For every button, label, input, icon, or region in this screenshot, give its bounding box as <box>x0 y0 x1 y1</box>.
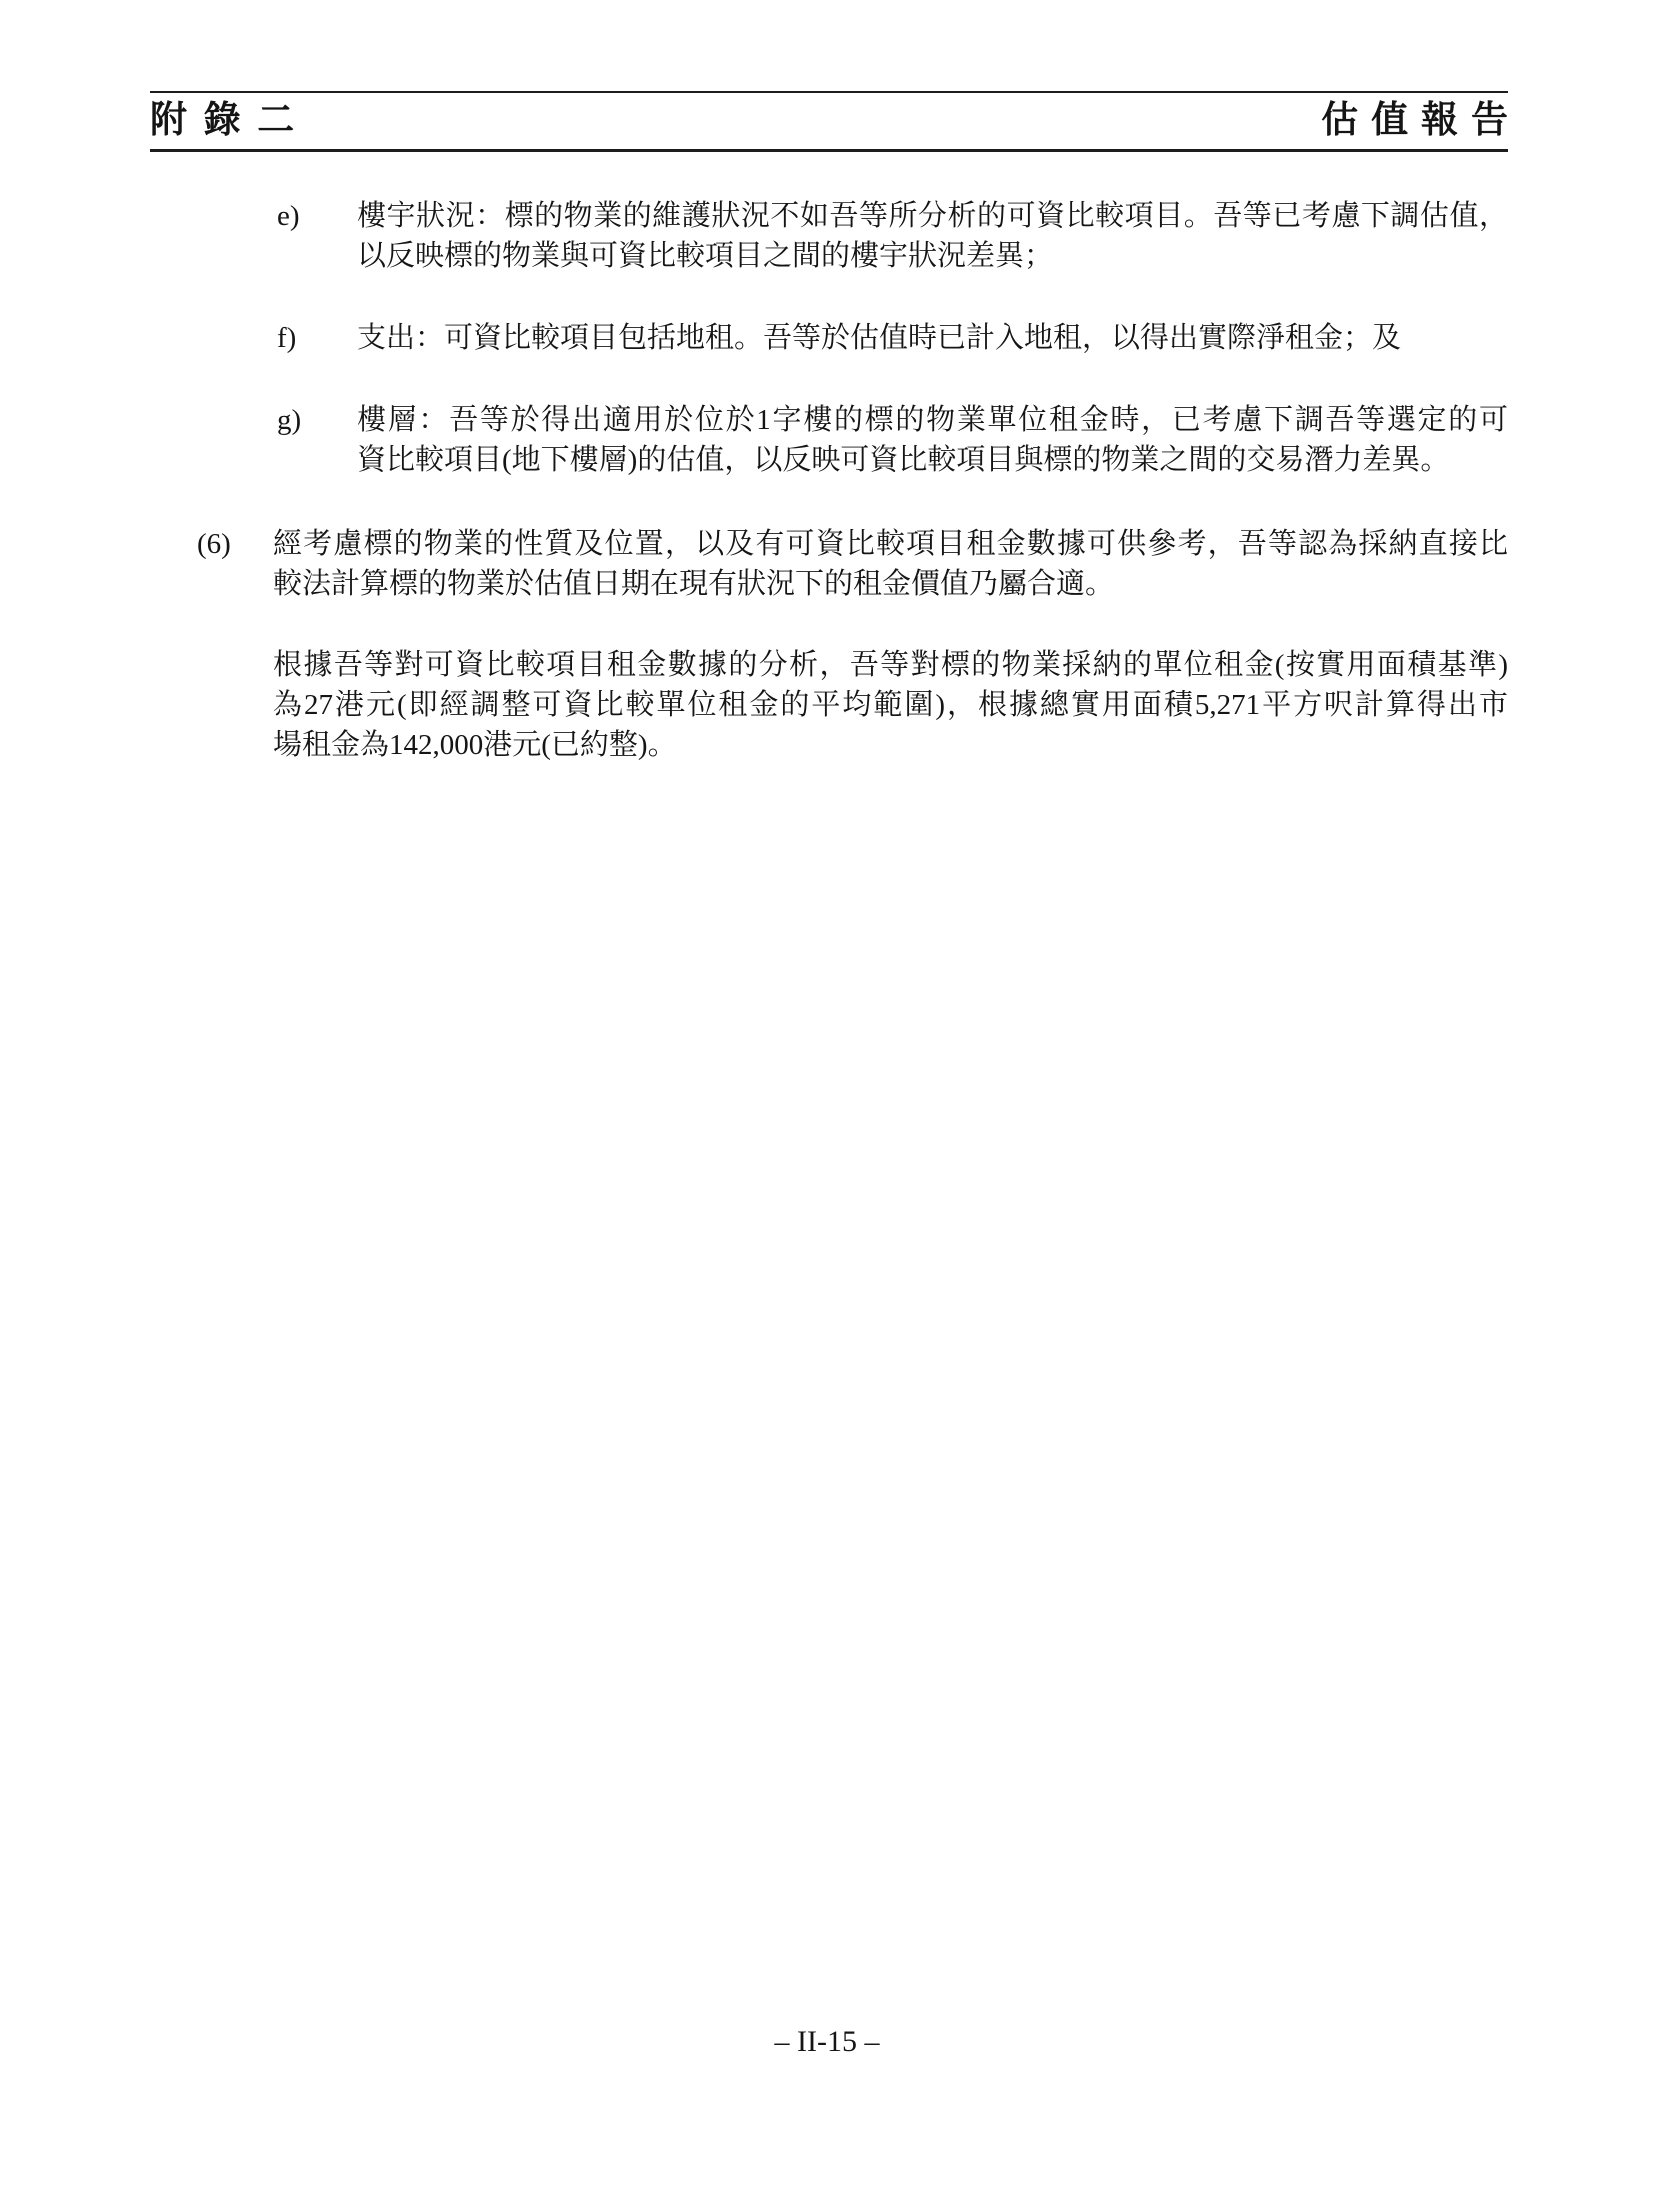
numbered-item-paragraph-2 <box>273 645 1508 765</box>
report-title: 估值報告 <box>1321 99 1521 140</box>
list-marker-f: f) <box>277 322 297 354</box>
paragraph-line: 經考慮標的物業的性質及位置，以及有可資比較項目租金數據可供參考，吾等認為採納直接比 <box>273 528 1508 560</box>
list-marker-e: e) <box>277 200 300 232</box>
paragraph-line: 樓層：吾等於得出適用於位於1字樓的標的物業單位租金時，已考慮下調吾等選定的可 <box>357 404 1508 436</box>
numbered-item-paragraph-1 <box>273 524 1508 604</box>
list-item-e <box>150 196 1508 276</box>
paragraph-line: 為27港元(即經調整可資比較單位租金的平均範圍)，根據總實用面積5,271平方呎計算得出市 <box>273 689 1508 721</box>
numbered-item-6 <box>150 524 1508 765</box>
paragraph-line: 較法計算標的物業於估值日期在現有狀況下的租金價值乃屬合適。 <box>273 568 1115 600</box>
document-body <box>150 196 1508 765</box>
paragraph-line: 根據吾等對可資比較項目租金數據的分析，吾等對標的物業採納的單位租金(按實用面積基準) <box>273 649 1508 681</box>
paragraph-line: 支出：可資比較項目包括地租。吾等於估值時已計入地租，以得出實際淨租金；及 <box>357 322 1402 354</box>
paragraph-line: 樓宇狀況：標的物業的維護狀況不如吾等所分析的可資比較項目。吾等已考慮下調估值， <box>357 200 1508 232</box>
numbered-item-marker: (6) <box>197 528 231 560</box>
page-header <box>150 91 1521 152</box>
list-marker-g: g) <box>277 404 302 436</box>
paragraph-line: 場租金為142,000港元(已約整)。 <box>273 729 677 761</box>
paragraph-line: 以反映標的物業與可資比較項目之間的樓宇狀況差異； <box>357 240 1054 272</box>
list-item-g <box>150 400 1508 480</box>
paragraph-line: 資比較項目(地下樓層)的估值，以反映可資比較項目與標的物業之間的交易潛力差異。 <box>357 444 1450 476</box>
list-item-f <box>150 318 1508 358</box>
header-bottom-rule <box>150 149 1508 152</box>
page-content <box>150 0 1521 765</box>
page-footer <box>0 2022 1654 2062</box>
appendix-title: 附錄二 <box>150 99 311 140</box>
page-number: – II-15 – <box>774 2025 880 2058</box>
header-title-row <box>150 93 1521 149</box>
